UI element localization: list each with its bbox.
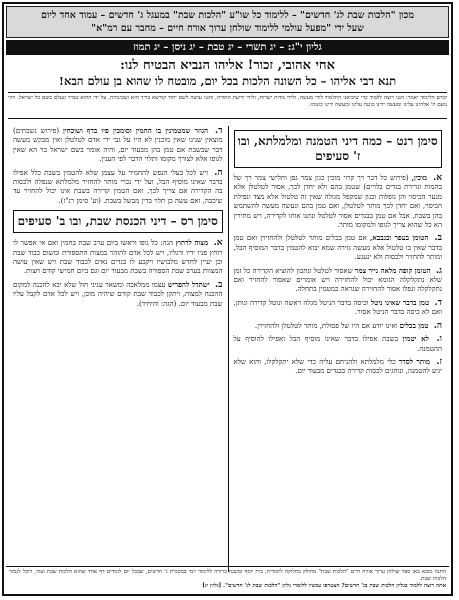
paragraph-lead: מוכין, [411, 173, 428, 182]
paragraph [13, 168, 223, 207]
paragraph-number: א. [433, 173, 442, 183]
paragraph-text: בשבת אפילו בדבר שאינו מוסיף הבל ואפילו להוסיף על ההטמנה. [233, 335, 442, 353]
paragraph [234, 266, 443, 295]
content-columns [8, 126, 447, 572]
paragraph-lead: מותר לסדר [398, 356, 431, 366]
section-title-259: סימן רנט – כמה דיני הטמנה ומלמלתא, ובו ז' סעיפים [234, 130, 443, 168]
paragraph [13, 238, 223, 277]
paragraph-number: ה. [433, 320, 442, 331]
paragraph-text: שאסור לטלטל ונתכון להוציא הקדירה כל זמן שלא נתקלקלה הגומא יכול להחזירה ויש אומרים שאסור להחזיר ואם נתקלקלה ונפלו אסור להחזירה שנראה כמטמין בתחלה. [233, 266, 442, 294]
paragraph-text: וכיסה בדבר הניטל מגלה ראשה ונוטל קדירה ונותן, ואם לא כיסה בדבר הניטל אסור. [233, 298, 442, 317]
headline-2: תנא דבי אליהו – כל השונה הלכות בכל יום, מובטח לו שהוא בן עולם הבא! [58, 74, 397, 88]
left-column [8, 126, 228, 572]
paragraph-text: ואינו יודע אם היו של פסולת, מותר לטלטלן ולהחזירן. [254, 321, 398, 330]
paragraph [234, 357, 443, 377]
paragraph-number: ד. [215, 126, 223, 136]
paragraph-lead: מצוה לרחוץ [175, 238, 209, 248]
paragraph [13, 126, 223, 165]
paragraph-lead: טמן בדבר שאינו ניטל [370, 297, 430, 307]
paragraph-lead: הטומן בעפר ובגבבא, [369, 233, 429, 243]
paragraph-number: ד. [434, 297, 443, 308]
footer-line-1: התנה מובא באן ספר שולחן ערוך אורח חיים "הלכות שבת" מחולק בחלוקה לימודית, בית יוסף ומשנה ברורה ללימוד יומי במסגרת ג' חדשים, שבכל יום לומדים דף אחד שהוא הלכות שבת ועוד, ויוכל לגמור הלכות שבת. [9, 569, 446, 582]
section-title-260: סימן רס – דיני הכנסת שבת, ובו ב' סעיפים [13, 210, 223, 233]
issue-bar: גליון י"ג: – יג תשרי – יג טבת – יג ניסן – יג תמוז [6, 40, 449, 55]
paragraph [13, 280, 223, 309]
footer [6, 566, 449, 592]
paragraph-lead: הטומן קופה מלאה נייר צמר [354, 265, 431, 275]
intro-prayer: קודם הלימוד יאמר: הנני רוצה ללמוד כדי שיביאני התלמוד לידי מעשה, ולידי מדות ישרות, ולידי ידיעת התורה, והנני עושה לשם יחוד קודשא בריך הוא ושכינתיה, על ידי ההוא טמיר ונעלם בשם כל ישראל. ויהי נועם ה' אלהינו עלינו ומעשה ידינו כוננה עלינו ומעשה ידינו כוננהו. [8, 92, 447, 119]
paragraph [234, 298, 443, 318]
paragraph-number: א. [213, 238, 223, 249]
paragraph-text: אם טמן בכלים מותר לטלטלן ולהחזירן ואם טמן בדבר שאין בו טלטול אלא מעשה גזירה שמא יבוא להטמין בדבר המוסיף הבל, ומותר להחזיר ולכסות ולא ינענע. [233, 234, 442, 262]
paragraph-text: (פירוש כל דבר רך קרוי מוכין כגון צמר גפן ותלישי צמר רך של בהמות וגרירת בגדים בלויים) שטמן בהם ולא יחדן לכך, אסור לטלטלן אלא מנער הכיסוי והן נופלות וכגון שמקפל מגולה שאין זה טלטול אלא מצד ונפילת הכיסוי, ואם יחדן לכך מותר לטלטלן, ואם טמן בהם ונעשה מעשה להשתמש בהן בשבת, אבל אם טמן בבגדים אסור לטלטל ונתנו אותו לקדירה, ויש מתירין הא כל שהוא צריך לגופו ולמקומו מותר. [233, 174, 442, 230]
right-column [228, 126, 448, 572]
paragraph-text: (פירוש נשכחים) מוצאין שנינו שאין מוכנין לא היו על גבי ידי אדם לטלטלן ואין מבקש מעשה דבר שבשבת אם טמן בהן מבעוד יום, והיה אומר בשם ישראל בר הא שאין לגופו אלא לצורך מקומו ותלוי הדבר לפי הענין. [13, 127, 223, 164]
paragraph-number: ב. [434, 233, 442, 244]
paragraph [234, 334, 443, 354]
paragraph-lead: טמן בכלים [399, 320, 429, 330]
paragraph [234, 173, 443, 230]
study-sheet [2, 2, 453, 596]
header-line-2: שעל ידי "מפעל עולמי ללימוד שולחן ערוך אורח חיים – מחבר עם רמ"א" [91, 23, 364, 34]
paragraph-lead: לא יטמין [402, 334, 429, 344]
paragraph [234, 321, 443, 331]
paragraph-text: ויש לכל בעלי הנפש להחמיר על עצמן שלא להטמין בשבת כלל אפילו בדבר שאינו מוסיף הבל, ועל ידי נכרי מותר להחזיר מלמלתא שנפלה ולכסות בה הקדירה אם צריך לכך, ואם הטמין קדירה בשבת אינו יכול להחזיר עד שיכבה, ואם עשה כן תלוי בדין מבשל בשבת. (וע' סימן רנ"ז). [13, 168, 223, 205]
header-box [6, 6, 449, 38]
headline-1: אחי אהובי, זכור! אליהו הנביא הבטיח לנו: [120, 58, 335, 73]
paragraph-number: ה. [214, 167, 223, 178]
paragraph-number: ג. [435, 265, 442, 276]
paragraph-lead: הגוזר שמטמינין בו החמין וסומכין פיו בדף ושוכחין [63, 126, 209, 135]
footer-line-2: אתה רוצה ללמוד בגליון הלכות שבת בג' חדשים? הצטרפו עכשיו ללומדי גליון "הלכות שבת לג' חדשים". [גליון יג] [202, 583, 446, 589]
paragraph [234, 233, 443, 262]
paragraph-text: הגה: כל גופו וראשו ביום ערב שבת בחמין ואם אי אפשר לו רוחץ פניו ידיו ורגליו, ויש לכל אדם להזהר במצות התספורת ומשום כבוד שבת וכן יעיין לחדש מלבושיו ויקבע לו בגדים נאים לכבוד שבת ויש שאין עושה המצוות בערב שבת הספורה בשבת מבעוד יום וגם ביום חמישי קודם חצות. [13, 239, 223, 276]
paragraph-lead: ישתדל להפריש [167, 279, 210, 289]
header-line-1: מכון "הלכות שבת לג' חדשים" – ללימוד כל שו"ע "הלכות שבת" במעגל ג' חדשים – עמוד אחד ליום [41, 10, 414, 21]
paragraph-number: ו. [436, 334, 442, 345]
paragraph-text: כלי מלמלתא ולהניחם עליה כדי שלא יתקלקלו, והוא שלא יגיע להטמנה, ונוהגים לכסות קדירה בבגדים מבעוד יום. [233, 357, 442, 376]
paragraph-number: ז. [436, 356, 443, 367]
paragraph-text: עצמו ממלאכה ומשאר עניני חול שלא יבא להכנה למקום ההכנה למצוה, ויתקן לכבוד שבת קודם שיהיה מוכן, ויש לכל אדם לקבל עליו שבת מבעוד יום. (הגה: והיחיד). [13, 280, 223, 308]
paragraph-number: ב. [215, 279, 223, 290]
